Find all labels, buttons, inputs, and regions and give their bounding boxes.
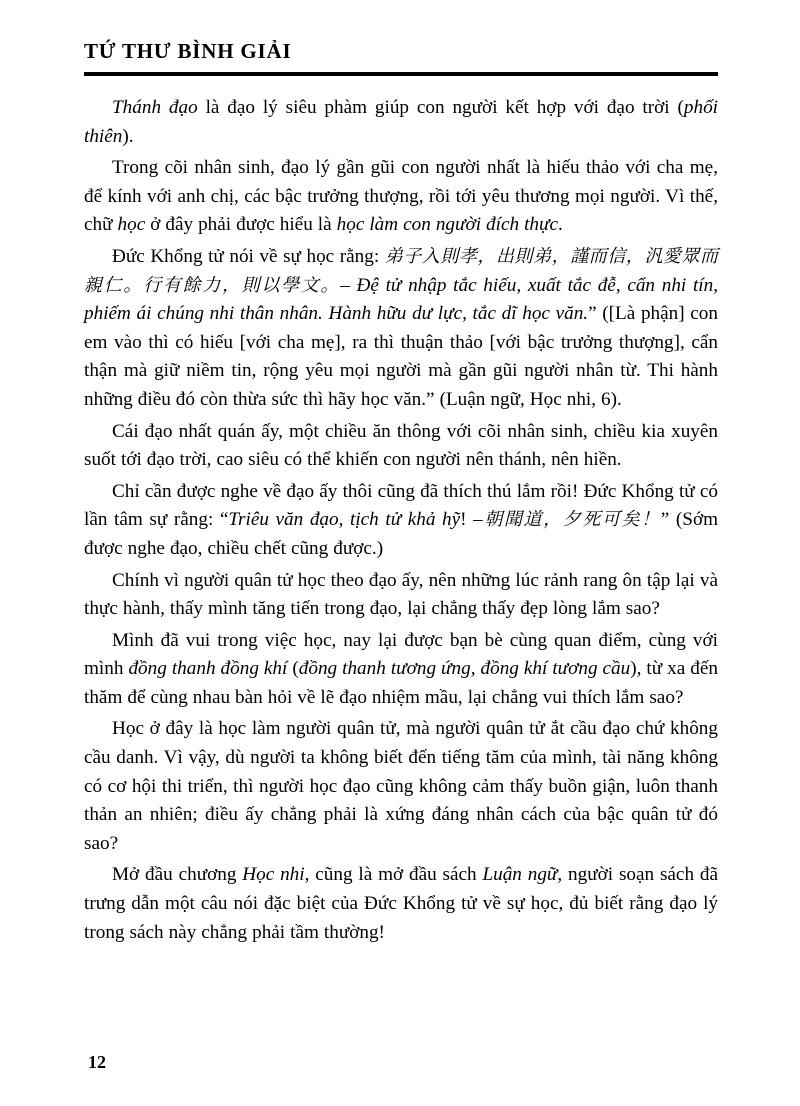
header-rule	[84, 72, 718, 76]
paragraph-3-part1: Đức Khổng tử nói về sự học rằng:	[112, 245, 385, 267]
paragraph-2-part2: ở đây phải được hiểu là	[145, 214, 337, 236]
paragraph-7-part3: ), từ xa đến thăm để cùng nhau bàn hỏi về lẽ đạo nhiệm mầu, lại chẳng vui thích lắm sao?	[84, 658, 718, 708]
paragraph-2-italic2: học làm con người đích thực	[336, 214, 558, 236]
paragraph-6-text: Chính vì người quân tử học theo đạo ấy, nên những lúc rảnh rang ôn tập lại và thực hành, thấy mình tăng tiến trong đạo, lại chẳng thấy đẹp lòng lắm sao?	[84, 569, 718, 620]
paragraph-3-part2: –	[340, 274, 357, 296]
paragraph-1-lead-italic: Thánh đạo	[112, 97, 198, 118]
paragraph-5-part1: Chỉ cần được nghe về đạo ấy thôi cũng đã thích thú lắm rồi! Đức Khổng tử có lần tâm sự rằng: “	[84, 480, 718, 531]
paragraph-3-han-quote: 弟子入則孝，出則弟，謹而信，汎愛眾而親仁。行有餘力，則以學文。	[84, 245, 718, 296]
paragraph-7-part2: (	[287, 658, 299, 680]
paragraph-5	[84, 478, 718, 564]
paragraph-9-part2: , cũng là mở đầu sách	[304, 864, 483, 886]
paragraph-7-italic2: đồng thanh tương ứng, đồng khí tương cầu	[298, 658, 631, 680]
paragraph-5-part2: ! –	[460, 509, 483, 531]
paragraph-3-part3: ” ([Là phận] con em vào thì có hiếu [với cha mẹ], ra thì thuận thảo [với bậc trưởng thượng], cẩn thận mà giữ niềm tin, rộng yêu mọi người mà gần gũi người nhân từ. Thi hành những điều đó còn thừa sức thì hãy học văn.” (Luận ngữ, Học nhi, 6).	[84, 303, 718, 410]
paragraph-5-part3: ” (Sớm được nghe đạo, chiều chết cũng được.)	[84, 509, 719, 559]
running-head-title: TỨ THƯ BÌNH GIẢI	[84, 39, 292, 63]
paragraph-6	[84, 567, 718, 624]
paragraph-2	[84, 154, 718, 240]
paragraph-8-text: Học ở đây là học làm người quân tử, mà người quân tử ắt cầu đạo chứ không cầu danh. Vì vậy, dù người ta không biết đến tiếng tăm của mình, tài năng không có cơ hội thi triển, thì người học đạo cũng không cảm thấy buồn giận, luôn thanh thản an nhiên; điều ấy chẳng phải là xứng đáng nhân cách của bậc quân tử đó sao?	[84, 718, 718, 854]
paragraph-9	[84, 861, 718, 947]
paragraph-3-transliteration: Đệ tử nhập tắc hiếu, xuất tắc đễ, cẩn nhi tín, phiếm ái chúng nhi thân nhân. Hành hữu dư lực, tắc dĩ học văn.	[84, 274, 719, 325]
paragraph-3	[84, 243, 718, 415]
paragraph-1-tail: ).	[122, 125, 134, 147]
paragraph-4	[84, 418, 718, 475]
paragraph-9-part3: , người soạn sách đã trưng dẫn một câu nói đặc biệt của Đức Khổng tử về sự học, đủ biết rằng đạo lý trong sách này chẳng phải tầm thường!	[84, 864, 718, 943]
paragraph-9-italic1: Học nhi	[242, 864, 305, 886]
paragraph-7-italic1: đồng thanh đồng khí	[128, 658, 288, 680]
paragraph-5-han-quote: 朝聞道，夕死可矣！	[482, 509, 661, 531]
body-text-block	[84, 94, 718, 947]
paragraph-5-transliteration: Triêu văn đạo, tịch tử khả hỹ	[228, 509, 461, 531]
page-number: 12	[88, 1052, 106, 1072]
paragraph-2-part3: .	[557, 214, 563, 236]
paragraph-4-text: Cái đạo nhất quán ấy, một chiều ăn thông với cõi nhân sinh, chiều kia xuyên suốt tới đạo trời, cao siêu có thể khiến con người nên thánh, nên hiền.	[84, 420, 718, 471]
paragraph-7-part1: Mình đã vui trong việc học, nay lại được bạn bè cùng quan điểm, cùng với mình	[84, 629, 718, 680]
paragraph-8	[84, 715, 718, 858]
paragraph-1-text: là đạo lý siêu phàm giúp con người kết hợp với đạo trời (	[197, 97, 684, 118]
paragraph-1-tail-italic: phối thiên	[84, 97, 718, 147]
paragraph-9-part1: Mở đầu chương	[112, 864, 243, 886]
paragraph-2-italic1: học	[117, 214, 146, 236]
paragraph-9-italic2: Luận ngữ	[482, 864, 558, 886]
paragraph-1	[84, 94, 718, 151]
paragraph-7	[84, 627, 718, 713]
running-head	[84, 40, 718, 63]
paragraph-2-part1: Trong cõi nhân sinh, đạo lý gần gũi con người nhất là hiếu thảo với cha mẹ, để kính với anh chị, các bậc trưởng thượng, rồi tới yêu thương mọi người. Vì thế, chữ	[84, 157, 718, 236]
